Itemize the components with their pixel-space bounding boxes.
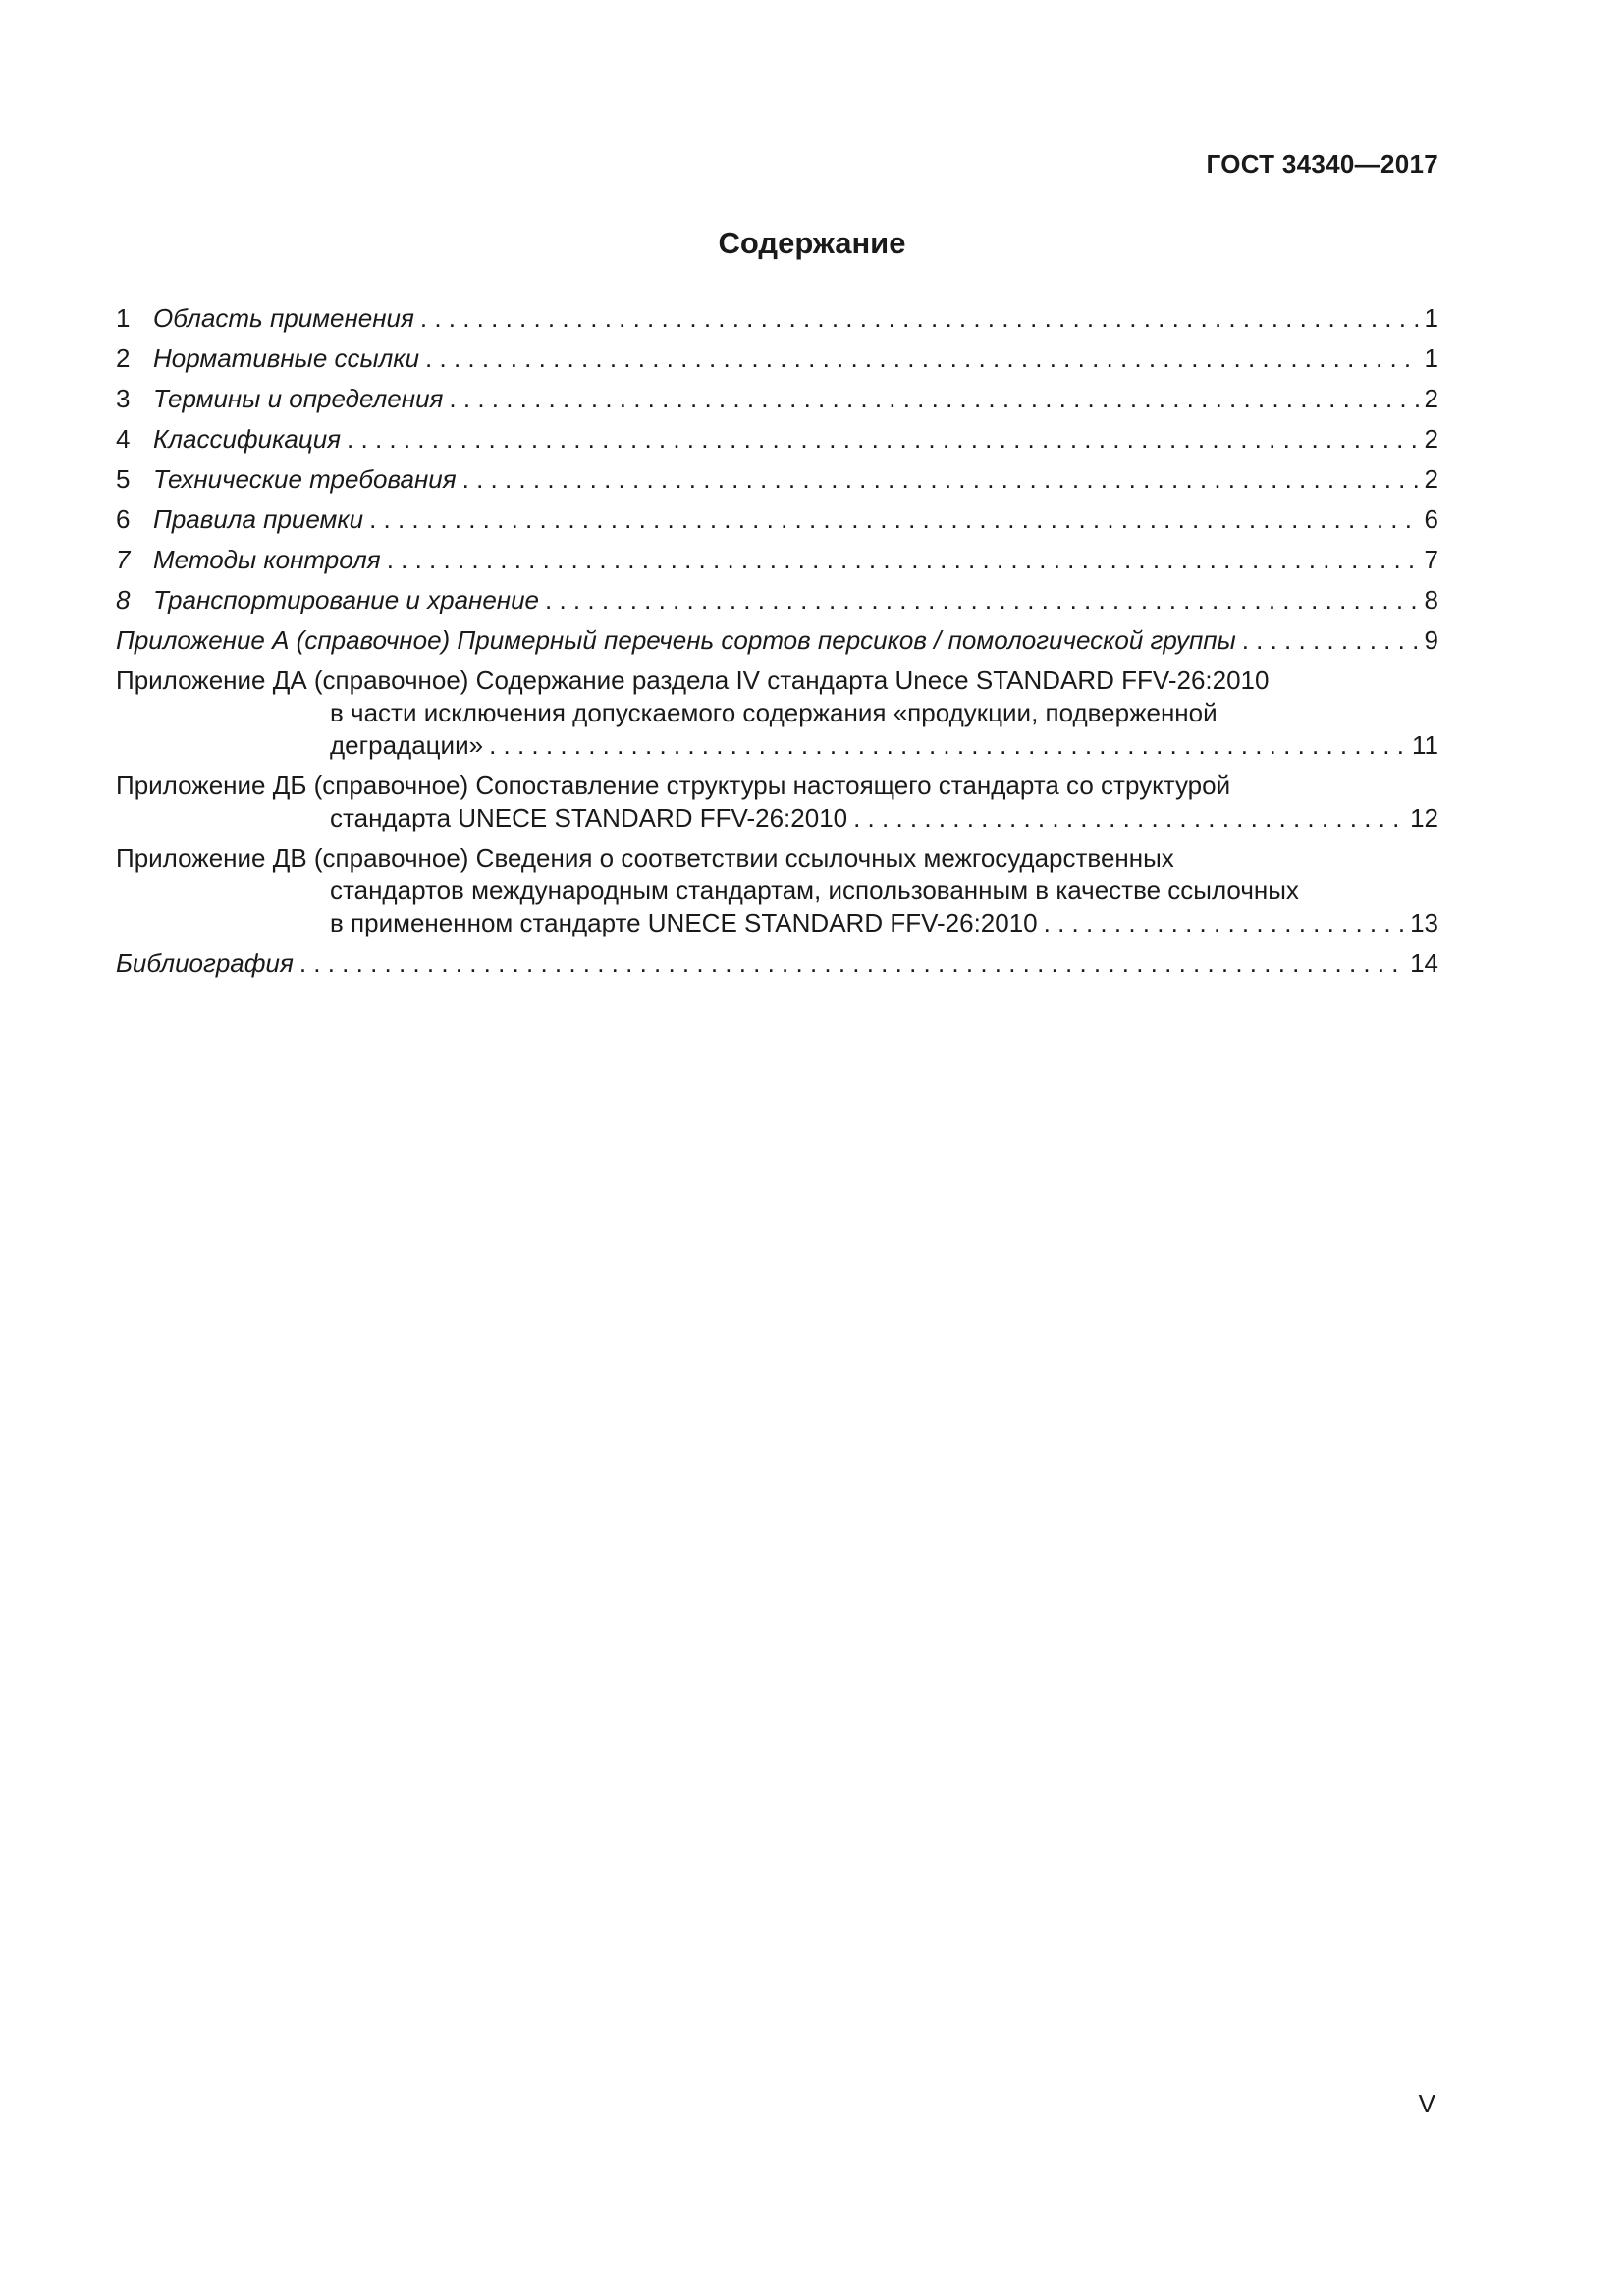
toc-entry-page: 9 (1424, 625, 1438, 655)
toc-entry-title: Нормативные ссылки (153, 344, 420, 373)
toc-entry-annex-a[interactable] (116, 624, 1438, 657)
toc-entry-7[interactable] (116, 544, 1438, 576)
toc-entry-title-line: Приложение ДВ (справочное) Сведения о соответствии ссылочных межгосударственных (116, 843, 1174, 873)
toc-entry-2[interactable] (116, 343, 1438, 375)
toc-entry-title-line: стандарта UNECE STANDARD FFV-26:2010 (330, 803, 848, 832)
toc-leader-dots (425, 343, 1418, 375)
toc-entry-page: 11 (1412, 730, 1438, 760)
toc-entry-title-line: Приложение ДБ (справочное) Сопоставление структуры настоящего стандарта со структурой (116, 771, 1231, 800)
toc-entry-number: 4 (116, 424, 131, 454)
toc-entry-page: 14 (1410, 948, 1438, 978)
toc-entry-annex-da[interactable] (116, 665, 1438, 762)
toc-entry-page: 12 (1410, 803, 1438, 832)
toc-leader-dots (853, 802, 1404, 834)
toc-entry-title: Приложение А (справочное) Примерный перечень сортов персиков / помологической группы (116, 625, 1236, 655)
toc-entry-title: Технические требования (153, 464, 457, 494)
toc-entry-6[interactable] (116, 504, 1438, 536)
toc-entry-page: 8 (1424, 585, 1438, 614)
toc-entry-page: 6 (1424, 505, 1438, 534)
toc-entry-title: Классификация (153, 424, 342, 454)
toc-leader-dots (449, 383, 1418, 415)
toc-entry-number: 7 (116, 545, 131, 574)
toc-entry-page: 13 (1410, 908, 1438, 937)
toc-leader-dots (387, 544, 1419, 576)
toc-entry-page: 2 (1424, 424, 1438, 454)
toc-entry-title-line: в примененном стандарте UNECE STANDARD FFV-26:2010 (330, 908, 1038, 937)
toc-entry-title: Правила приемки (153, 505, 364, 534)
table-of-contents (116, 302, 1438, 988)
toc-entry-page: 7 (1424, 545, 1438, 574)
toc-entry-3[interactable] (116, 383, 1438, 415)
toc-leader-dots (347, 423, 1418, 455)
toc-entry-number: 1 (116, 303, 131, 333)
toc-entry-4[interactable] (116, 423, 1438, 455)
toc-entry-title: Методы контроля (153, 545, 381, 574)
toc-entry-page: 1 (1424, 303, 1438, 333)
toc-entry-bibliography[interactable] (116, 947, 1438, 980)
toc-entry-page: 1 (1424, 344, 1438, 373)
toc-entry-title: Библиография (116, 948, 294, 978)
document-id: ГОСТ 34340—2017 (1206, 149, 1438, 179)
toc-entry-title: Область применения (153, 303, 414, 333)
toc-entry-title-line: стандартов международным стандартам, использованным в качестве ссылочных (330, 876, 1299, 905)
toc-entry-number: 2 (116, 344, 131, 373)
toc-entry-1[interactable] (116, 302, 1438, 335)
toc-entry-title-line: Приложение ДА (справочное) Содержание раздела IV стандарта Unece STANDARD FFV-26:2010 (116, 666, 1270, 695)
toc-leader-dots (545, 584, 1419, 616)
page-title: Содержание (718, 226, 906, 260)
toc-entry-number: 3 (116, 384, 131, 413)
toc-leader-dots (369, 504, 1418, 536)
toc-entry-page: 2 (1424, 464, 1438, 494)
toc-entry-title: Транспортирование и хранение (153, 585, 540, 614)
toc-leader-dots (462, 463, 1419, 496)
toc-leader-dots (489, 729, 1405, 762)
toc-leader-dots (299, 947, 1404, 980)
toc-entry-8[interactable] (116, 584, 1438, 616)
toc-entry-number: 5 (116, 464, 131, 494)
toc-entry-5[interactable] (116, 463, 1438, 496)
toc-leader-dots (1242, 624, 1419, 657)
toc-leader-dots (1044, 907, 1404, 939)
toc-entry-annex-dv[interactable] (116, 842, 1438, 939)
toc-entry-title-line: деградации» (330, 730, 484, 760)
toc-entry-annex-db[interactable] (116, 770, 1438, 834)
toc-leader-dots (420, 302, 1419, 335)
toc-entry-title: Термины и определения (153, 384, 444, 413)
toc-entry-title-line: в части исключения допускаемого содержания «продукции, подверженной (330, 698, 1218, 727)
toc-entry-page: 2 (1424, 384, 1438, 413)
page-number: V (1418, 2089, 1435, 2118)
toc-entry-number: 6 (116, 505, 131, 534)
toc-entry-number: 8 (116, 585, 131, 614)
